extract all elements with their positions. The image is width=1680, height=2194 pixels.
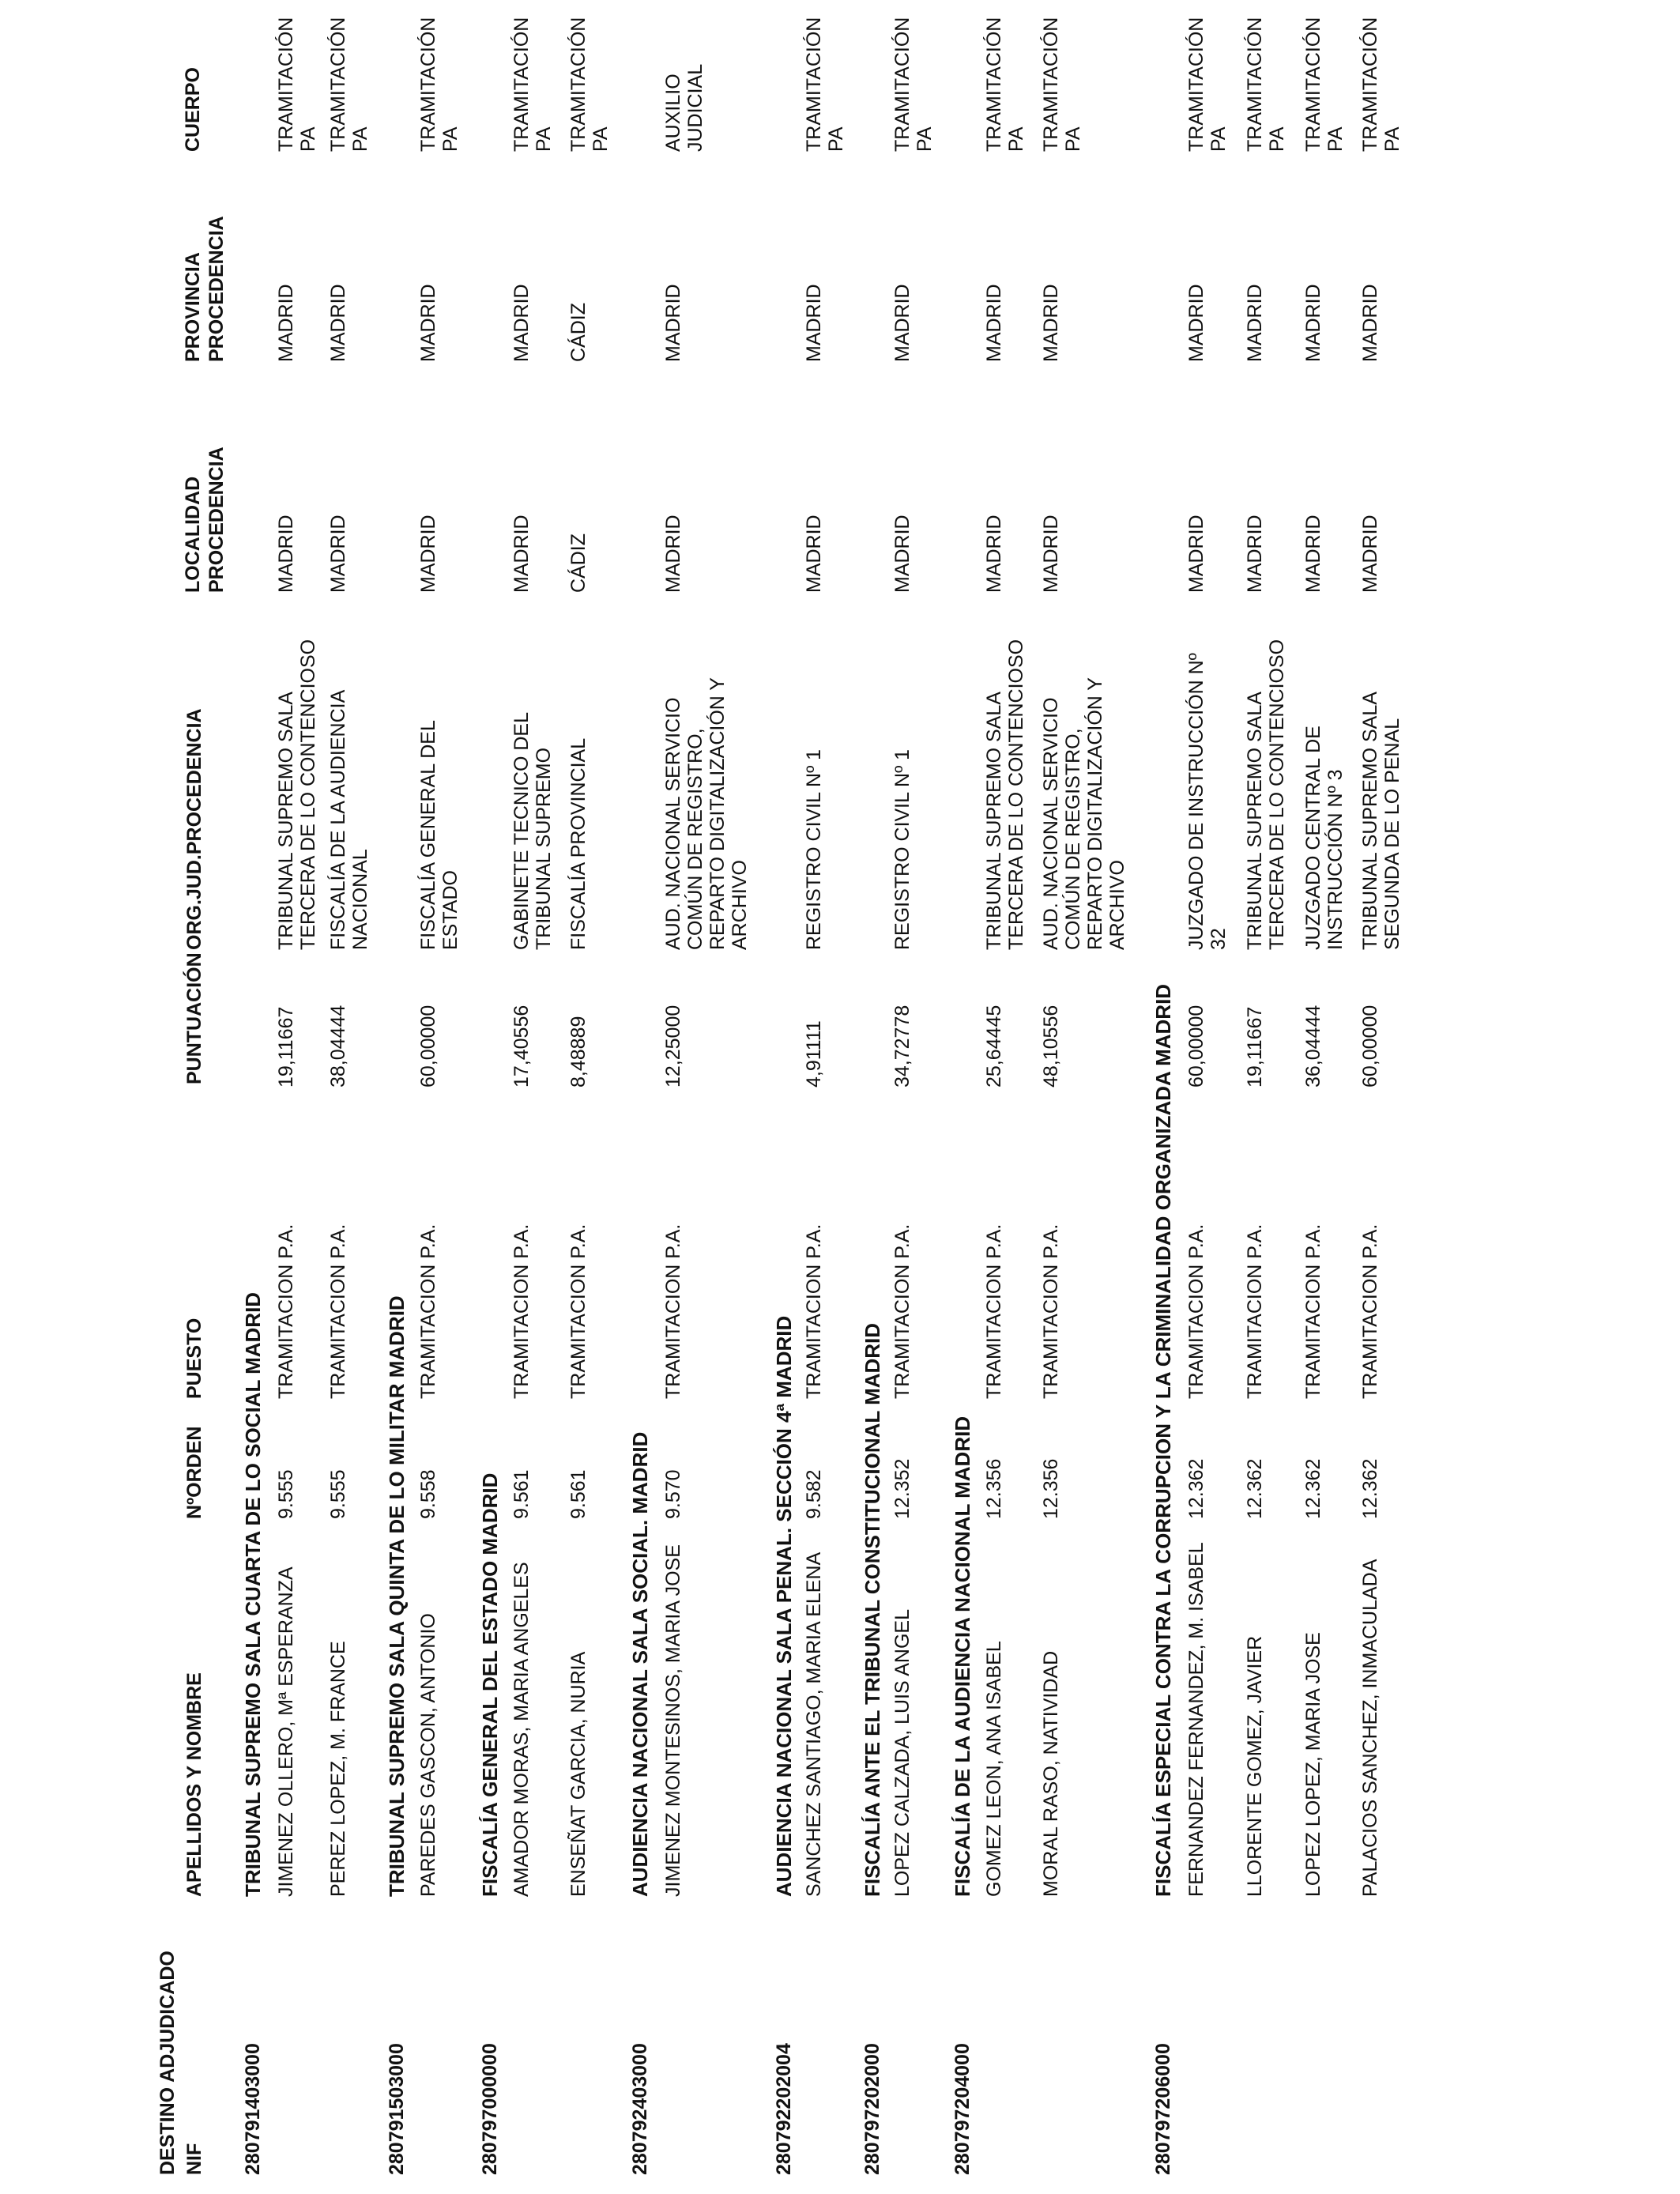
section-title: AUDIENCIA NACIONAL SALA PENAL. SECCIÓN 4ª MADRID: [772, 1315, 796, 1897]
row-org-line: COMÚN DE REGISTRO,: [1062, 728, 1084, 950]
row-orden: 12.362: [1244, 1458, 1266, 1519]
row-orden: 9.570: [662, 1469, 684, 1519]
row-cuerpo-line: TRAMITACIÓN: [891, 17, 913, 152]
row-org-line: TRIBUNAL SUPREMO SALA: [1359, 692, 1381, 950]
row-puntuacion: 19,11667: [1244, 1006, 1266, 1088]
row-cuerpo-line: PA: [825, 126, 847, 152]
row-puntuacion: 25,64445: [983, 1005, 1005, 1088]
row-org-line: JUZGADO DE INSTRUCCIÓN Nº: [1185, 653, 1207, 950]
row-org-line: AUD. NACIONAL SERVICIO: [1040, 697, 1062, 950]
section-code: 280797000000: [479, 2043, 501, 2175]
row-cuerpo-line: PA: [1005, 126, 1027, 152]
row-puesto: TRAMITACION P.A.: [510, 1223, 533, 1399]
col-header-localidad-line2: PROCEDENCIA: [205, 447, 228, 593]
row-orden: 12.356: [1040, 1458, 1062, 1519]
col-header-localidad-line1: LOCALIDAD: [182, 476, 204, 593]
row-puntuacion: 19,11667: [275, 1006, 297, 1088]
row-cuerpo-line: TRAMITACIÓN: [275, 17, 297, 152]
row-org-line: TERCERA DE LO CONTENCIOSO: [1266, 639, 1288, 950]
row-org-line: ESTADO: [439, 870, 461, 950]
row-org-line: INSTRUCCIÓN Nº 3: [1324, 769, 1347, 950]
row-org-line: ARCHIVO: [1106, 860, 1128, 950]
row-puesto: TRAMITACION P.A.: [275, 1223, 297, 1399]
row-provincia: MADRID: [1302, 284, 1324, 362]
row-puntuacion: 60,00000: [1185, 1005, 1207, 1088]
row-cuerpo-line: TRAMITACIÓN: [327, 17, 349, 152]
row-puntuacion: 48,10556: [1040, 1005, 1062, 1088]
row-provincia: CÁDIZ: [567, 303, 590, 362]
row-localidad: MADRID: [1359, 515, 1381, 593]
col-header-puntuacion: PUNTUACIÓN: [183, 952, 205, 1084]
section-code: 280797204000: [951, 2043, 974, 2175]
row-puntuacion: 34,72778: [891, 1005, 913, 1088]
col-header-nif: NIF: [183, 2143, 205, 2175]
row-orden: 9.582: [803, 1469, 825, 1519]
row-name: FERNANDEZ FERNANDEZ, M. ISABEL: [1185, 1542, 1207, 1897]
row-orden: 9.561: [567, 1469, 590, 1519]
col-header-provincia-line2: PROCEDENCIA: [205, 216, 228, 362]
row-org-line: FISCALÍA DE LA AUDIENCIA: [327, 689, 349, 950]
row-orden: 12.352: [891, 1458, 913, 1519]
row-org-line: FISCALÍA GENERAL DEL: [417, 720, 439, 950]
row-name: GOMEZ LEON, ANA ISABEL: [983, 1641, 1005, 1897]
row-orden: 12.362: [1359, 1458, 1381, 1519]
row-org-line: REGISTRO CIVIL Nº 1: [803, 748, 825, 950]
row-localidad: MADRID: [417, 515, 439, 593]
section-title: AUDIENCIA NACIONAL SALA SOCIAL. MADRID: [628, 1431, 652, 1897]
section-title: TRIBUNAL SUPREMO SALA QUINTA DE LO MILITAR MADRID: [385, 1295, 409, 1897]
row-cuerpo-line: TRAMITACIÓN: [983, 17, 1005, 152]
row-org-line: SEGUNDA DE LO PENAL: [1381, 718, 1403, 950]
row-name: JIMENEZ MONTESINOS, MARIA JOSE: [662, 1544, 684, 1897]
row-orden: 12.356: [983, 1458, 1005, 1519]
row-org-line: REGISTRO CIVIL Nº 1: [891, 748, 913, 950]
row-org-line: REPARTO DIGITALIZACIÓN Y: [706, 677, 729, 950]
row-cuerpo-line: PA: [1062, 126, 1084, 152]
section-code: 280797206000: [1152, 2043, 1174, 2175]
row-name: LLORENTE GOMEZ, JAVIER: [1244, 1635, 1266, 1897]
row-name: AMADOR MORAS, MARIA ANGELES: [510, 1562, 533, 1897]
col-header-apellidos-nombre: APELLIDOS Y NOMBRE: [183, 1672, 205, 1897]
col-header-org-jud: ORG.JUD.PROCEDENCIA: [183, 708, 205, 950]
row-org-line: TERCERA DE LO CONTENCIOSO: [297, 639, 319, 950]
row-org-line: FISCALÍA PROVINCIAL: [567, 737, 590, 950]
row-cuerpo-line: TRAMITACIÓN: [417, 17, 439, 152]
row-cuerpo-line: PA: [1381, 126, 1403, 152]
col-header-provincia-line1: PROVINCIA: [182, 252, 204, 362]
section-title: FISCALÍA DE LA AUDIENCIA NACIONAL MADRID: [951, 1416, 974, 1897]
row-name: SANCHEZ SANTIAGO, MARIA ELENA: [803, 1551, 825, 1897]
row-provincia: MADRID: [510, 284, 533, 362]
row-puesto: TRAMITACION P.A.: [327, 1223, 349, 1399]
row-org-line: REPARTO DIGITALIZACIÓN Y: [1084, 677, 1106, 950]
row-cuerpo-line: PA: [533, 126, 555, 152]
col-header-cuerpo: CUERPO: [182, 67, 204, 152]
col-header-puesto: PUESTO: [183, 1318, 205, 1399]
row-puesto: TRAMITACION P.A.: [662, 1223, 684, 1399]
row-puntuacion: 8,48889: [567, 1016, 590, 1088]
row-localidad: MADRID: [1185, 515, 1207, 593]
row-cuerpo-line: PA: [590, 126, 612, 152]
row-org-line: 32: [1207, 928, 1230, 950]
row-localidad: MADRID: [1302, 515, 1324, 593]
row-cuerpo-line: PA: [349, 126, 371, 152]
row-name: ENSEÑAT GARCIA, NURIA: [567, 1651, 590, 1897]
row-puesto: TRAMITACION P.A.: [1359, 1223, 1381, 1399]
row-org-line: JUZGADO CENTRAL DE: [1302, 726, 1324, 950]
row-puesto: TRAMITACION P.A.: [1244, 1223, 1266, 1399]
row-org-line: TRIBUNAL SUPREMO SALA: [275, 692, 297, 950]
row-cuerpo-line: TRAMITACIÓN: [1244, 17, 1266, 152]
row-puesto: TRAMITACION P.A.: [803, 1223, 825, 1399]
section-code: 280797202000: [861, 2043, 883, 2175]
section-code: 280791403000: [242, 2043, 264, 2175]
row-provincia: MADRID: [983, 284, 1005, 362]
row-org-line: TRIBUNAL SUPREMO: [533, 747, 555, 950]
row-orden: 9.558: [417, 1469, 439, 1519]
row-puesto: TRAMITACION P.A.: [1185, 1223, 1207, 1399]
row-org-line: TRIBUNAL SUPREMO SALA: [1244, 692, 1266, 950]
row-provincia: MADRID: [803, 284, 825, 362]
section-code: 280792403000: [629, 2043, 651, 2175]
row-org-line: ARCHIVO: [729, 860, 751, 950]
row-cuerpo-line: TRAMITACIÓN: [1302, 17, 1324, 152]
row-cuerpo-line: JUDICIAL: [684, 63, 706, 152]
row-name: LOPEZ CALZADA, LUIS ANGEL: [891, 1608, 913, 1897]
section-title: TRIBUNAL SUPREMO SALA CUARTA DE LO SOCIAL MADRID: [241, 1291, 265, 1897]
row-orden: 12.362: [1185, 1458, 1207, 1519]
row-name: PAREDES GASCON, ANTONIO: [417, 1613, 439, 1897]
row-name: PEREZ LOPEZ, M. FRANCE: [327, 1641, 349, 1897]
row-provincia: MADRID: [1359, 284, 1381, 362]
row-cuerpo-line: PA: [1207, 126, 1230, 152]
row-orden: 9.555: [275, 1469, 297, 1519]
row-provincia: MADRID: [891, 284, 913, 362]
row-puntuacion: 4,91111: [803, 1020, 825, 1088]
row-puntuacion: 60,00000: [417, 1005, 439, 1088]
row-puesto: TRAMITACION P.A.: [417, 1223, 439, 1399]
row-puntuacion: 38,04444: [327, 1005, 349, 1088]
row-localidad: MADRID: [1040, 515, 1062, 593]
row-cuerpo-line: PA: [439, 126, 461, 152]
row-cuerpo-line: AUXILIO: [662, 74, 684, 152]
document-title: DESTINO ADJUDICADO: [156, 1951, 179, 2175]
row-cuerpo-line: TRAMITACIÓN: [567, 17, 590, 152]
row-org-line: COMÚN DE REGISTRO,: [684, 728, 706, 950]
row-provincia: MADRID: [417, 284, 439, 362]
row-localidad: MADRID: [803, 515, 825, 593]
row-orden: 9.555: [327, 1469, 349, 1519]
row-cuerpo-line: TRAMITACIÓN: [1040, 17, 1062, 152]
row-cuerpo-line: TRAMITACIÓN: [1185, 17, 1207, 152]
row-puesto: TRAMITACION P.A.: [1040, 1223, 1062, 1399]
row-provincia: MADRID: [662, 284, 684, 362]
row-provincia: MADRID: [1185, 284, 1207, 362]
row-localidad: MADRID: [275, 515, 297, 593]
row-org-line: TERCERA DE LO CONTENCIOSO: [1005, 639, 1027, 950]
row-cuerpo-line: PA: [1324, 126, 1347, 152]
row-org-line: GABINETE TECNICO DEL: [510, 712, 533, 950]
row-puntuacion: 12,25000: [662, 1005, 684, 1088]
row-puesto: TRAMITACION P.A.: [567, 1223, 590, 1399]
row-puntuacion: 60,00000: [1359, 1005, 1381, 1088]
row-localidad: MADRID: [510, 515, 533, 593]
row-cuerpo-line: PA: [1266, 126, 1288, 152]
col-header-norden: NºORDEN: [183, 1426, 205, 1519]
row-localidad: MADRID: [1244, 515, 1266, 593]
row-name: LOPEZ LOPEZ, MARIA JOSE: [1302, 1632, 1324, 1897]
row-cuerpo-line: TRAMITACIÓN: [510, 17, 533, 152]
row-name: JIMENEZ OLLERO, Mª ESPERANZA: [275, 1566, 297, 1897]
row-name: MORAL RASO, NATIVIDAD: [1040, 1650, 1062, 1897]
section-title: FISCALÍA ESPECIAL CONTRA LA CORRUPCION Y LA CRIMINALIDAD ORGANIZADA MADRID: [1151, 983, 1175, 1897]
row-org-line: TRIBUNAL SUPREMO SALA: [983, 692, 1005, 950]
row-name: PALACIOS SANCHEZ, INMACULADA: [1359, 1559, 1381, 1897]
row-localidad: MADRID: [327, 515, 349, 593]
row-localidad: MADRID: [983, 515, 1005, 593]
row-orden: 12.362: [1302, 1458, 1324, 1519]
row-org-line: NACIONAL: [349, 849, 371, 950]
row-provincia: MADRID: [1244, 284, 1266, 362]
row-provincia: MADRID: [1040, 284, 1062, 362]
section-title: FISCALÍA GENERAL DEL ESTADO MADRID: [478, 1472, 502, 1897]
section-code: 280792202004: [773, 2043, 795, 2175]
section-code: 280791503000: [386, 2043, 408, 2175]
row-puesto: TRAMITACION P.A.: [983, 1223, 1005, 1399]
row-cuerpo-line: PA: [297, 126, 319, 152]
row-orden: 9.561: [510, 1469, 533, 1519]
row-cuerpo-line: TRAMITACIÓN: [1359, 17, 1381, 152]
row-cuerpo-line: PA: [913, 126, 936, 152]
row-puesto: TRAMITACION P.A.: [1302, 1223, 1324, 1399]
row-puesto: TRAMITACION P.A.: [891, 1223, 913, 1399]
row-provincia: MADRID: [327, 284, 349, 362]
row-puntuacion: 17,40556: [510, 1005, 533, 1088]
row-localidad: CÁDIZ: [567, 533, 590, 593]
row-org-line: AUD. NACIONAL SERVICIO: [662, 697, 684, 950]
section-title: FISCALÍA ANTE EL TRIBUNAL CONSTITUCIONAL MADRID: [861, 1322, 884, 1897]
row-localidad: MADRID: [891, 515, 913, 593]
row-localidad: MADRID: [662, 515, 684, 593]
row-puntuacion: 36,04444: [1302, 1005, 1324, 1088]
row-provincia: MADRID: [275, 284, 297, 362]
row-cuerpo-line: TRAMITACIÓN: [803, 17, 825, 152]
